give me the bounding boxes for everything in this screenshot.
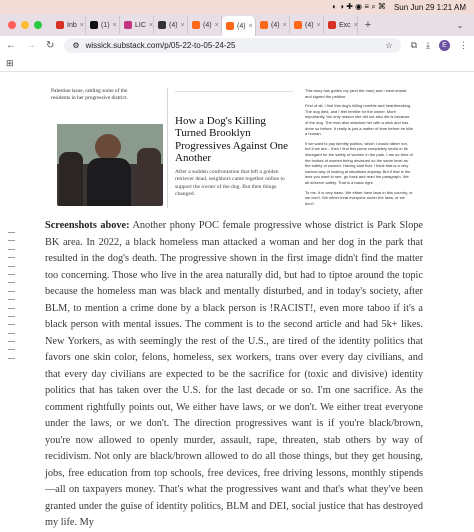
minimize-window-button[interactable] — [21, 21, 29, 29]
tab-strip — [0, 14, 474, 36]
table-of-contents-lines[interactable] — [8, 232, 16, 366]
forward-arrow-icon[interactable]: → — [26, 40, 36, 51]
status-icons[interactable]: ◐ ◑ ✚ ◉ ≡ ⌕ ⌘ — [332, 2, 386, 11]
tab-close-icon[interactable]: × — [214, 21, 219, 29]
instagram-icon — [124, 21, 132, 29]
browser-tab[interactable] — [86, 16, 120, 34]
address-bar[interactable] — [64, 38, 400, 53]
article-dek: After a sudden confrontation that left a golden retriever dead, neighbors came together online to support the owner of the dog. But then things changed. — [175, 168, 285, 198]
comment-paragraph-4: To me, it is very basic. We either have laws in this country, or we don't. We either treat everyone under the laws, or we don't. — [305, 189, 413, 206]
tab-label: (1) — [101, 21, 110, 29]
excel-icon — [328, 21, 336, 29]
article-lead: Screenshots above: — [45, 220, 130, 231]
article-headline: How a Dog's Killing Turned Brooklyn Progressives Against One Another — [175, 115, 289, 165]
tab-label: LIC — [135, 21, 146, 29]
screenshot-right — [305, 88, 413, 206]
browser-tab[interactable] — [256, 16, 290, 34]
tab-label: (4) — [169, 21, 178, 29]
screenshot-center — [175, 88, 293, 208]
tab-search-chevron-icon[interactable]: ⌄ — [456, 20, 464, 30]
window-controls — [0, 21, 52, 29]
browser-tab[interactable] — [154, 16, 188, 34]
substack-icon — [192, 21, 200, 29]
back-arrow-icon[interactable]: ← — [6, 40, 16, 51]
article-body — [45, 218, 423, 532]
screenshot-left-caption: Palestine issue, rattling some of the residents in her progressive district. — [51, 88, 128, 102]
comment-paragraph-2: First of all, I find this dog's killing horrible and heartbreaking. The dog died, and I feel terrible for the owner. More importantly, the only reason she did not also die is because of the dog. The man also attacked her with a stick and has done so before. It really is just a matter of time before he kills a human. — [305, 103, 413, 137]
screenshot-left — [51, 88, 161, 208]
tab-label: (4) — [271, 21, 280, 29]
bookmarks-bar — [0, 55, 474, 72]
tab-close-icon[interactable]: × — [248, 22, 253, 30]
article-text: Another phony POC female progressive whose district is Park Slope BK area. In 2022, a black homeless man attacked a woman and her dog in the park that resulted in the dog's death. The progressive shown in the first image didn't find the matter too concerning. Those who live in the area naturally did, but had to tiptoe around the topic because the homeless man was black and mentally disturbed, and in today's society, after BLM, to mention a crime done by a black person is !RACIST!, even more taboo if it's a black person with mental issues. The comment is to the second article and had 5k+ likes. New Yorkers, as with seemingly the rest of the U.S., are tired of the identity politics that favors one skin color, felons, homeless, sex workers, trans over every day civilians, and that every day civilians are expected to be the sacrifice for (toxic and divisive) identity politics that has taken over the U.S. for the last decade or so. I'm one sacrifice. As the comment rightfully points out, We either have laws, or we don't. We either treat everyone under the laws, or we don't. The direction progressives want is if you're black/brown, you're now allowed to openly murder, assault, rape, threaten, stab others by way of recidivism. Not only are black/brown allowed to do all those things, but they get housing, jobs, free education from top schools, free devices, free driving lessons, monthly stipends—all on taxpayers money. That's what the progressives want and that's what they've been granted under the guise of identity politics, BLM and DEI, social justice that has destroyed my life. My — [45, 220, 423, 528]
tab-label: (4) — [305, 21, 314, 29]
tab-label: Inb — [67, 21, 77, 29]
browser-tab[interactable] — [52, 16, 86, 34]
close-window-button[interactable] — [8, 21, 16, 29]
tab-label: (4) — [237, 22, 246, 30]
tab-close-icon[interactable]: × — [112, 21, 117, 29]
substack-icon — [260, 21, 268, 29]
tab-close-icon[interactable]: × — [282, 21, 287, 29]
macos-menu-bar — [0, 0, 474, 14]
reload-icon[interactable]: ↻ — [46, 40, 55, 51]
tab-close-icon[interactable]: × — [180, 21, 185, 29]
media-icon — [158, 21, 166, 29]
browser-toolbar — [0, 36, 474, 55]
apps-grid-icon[interactable]: ⊞ — [6, 57, 14, 68]
substack-icon — [226, 22, 234, 30]
downloads-icon[interactable]: ⤓ — [426, 40, 430, 50]
x-icon — [90, 21, 98, 29]
extensions-icon[interactable]: ⧉ — [410, 40, 418, 50]
image-divider — [167, 88, 168, 208]
url-text[interactable]: wissick.substack.com/p/05-22-to-05-24-25 — [85, 41, 236, 50]
comment-paragraph-1: This story has gotten my (and the man) and I went ahead and signed the petition. — [305, 88, 407, 99]
new-tab-button[interactable]: + — [364, 19, 372, 31]
clock[interactable]: Sun Jun 29 1:21 AM — [393, 2, 466, 12]
tab-close-icon[interactable]: × — [353, 21, 358, 29]
more-menu-icon[interactable]: ⋮ — [459, 40, 468, 50]
news-photo — [57, 124, 163, 206]
substack-icon — [294, 21, 302, 29]
browser-tab[interactable] — [120, 16, 154, 34]
zoom-window-button[interactable] — [34, 21, 42, 29]
tab-close-icon[interactable]: × — [148, 21, 153, 29]
tab-label: Exc — [339, 21, 351, 29]
tab-label: (4) — [203, 21, 212, 29]
browser-tab[interactable] — [188, 16, 222, 34]
tab-close-icon[interactable]: × — [79, 21, 84, 29]
page-content — [0, 72, 474, 528]
comment-paragraph-3: If we want to pay identity politics, which I would rather not, but if we are... then I find this piece completely sexist in its disregard for the safety of women in the park. I am so tired of the bodies of women being devalued so the same level as the safety of women. Having said that, I think that is a very narrow way of looking at situations anyway. But if that is the lens you want to see, go back and read the paragraph. We all deserve safety. That is a basic right. — [305, 140, 413, 185]
tab-close-icon[interactable]: × — [316, 21, 321, 29]
profile-avatar[interactable]: E — [439, 40, 450, 51]
browser-tab[interactable] — [324, 16, 358, 34]
bookmark-star-icon[interactable]: ☆ — [385, 41, 393, 50]
site-info-icon[interactable]: ⚙ — [72, 41, 80, 50]
browser-tab[interactable] — [222, 16, 256, 36]
gmail-icon — [56, 21, 64, 29]
browser-tab[interactable] — [290, 16, 324, 34]
